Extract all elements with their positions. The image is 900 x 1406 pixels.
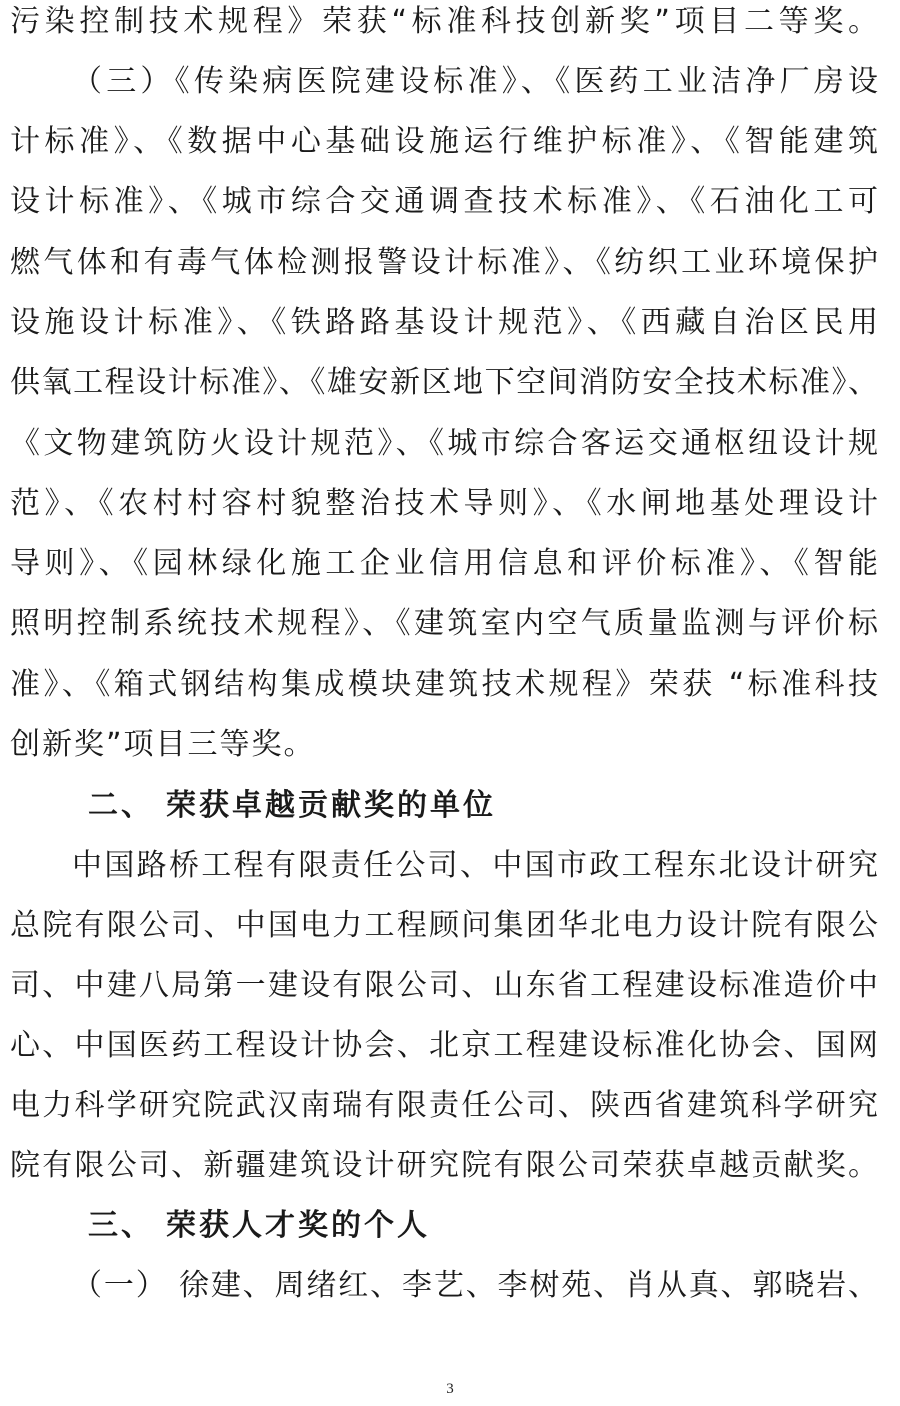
paragraph-line: 供氧工程设计标准》、《雄安新区地下空间消防安全技术标准》、 [10,365,878,400]
paragraph-line: 司、中建八局第一建设有限公司、山东省工程建设标准造价中 [10,968,878,1003]
paragraph-line: 燃气体和有毒气体检测报警设计标准》、《纺织工业环境保护 [10,245,878,280]
section-number: 二、 [88,788,154,823]
paragraph-line: （三）《传染病医院建设标准》、《医药工业洁净厂房设 [72,64,878,99]
paragraph-line: 计标准》、《数据中心基础设施运行维护标准》、《智能建筑 [10,124,878,159]
section-number: 三、 [88,1208,154,1243]
paragraph-line: （一） 徐建、周绪红、李艺、李树苑、肖从真、郭晓岩、 [72,1268,878,1303]
page-number: 3 [446,1381,454,1397]
paragraph-line: 污染控制技术规程》荣获“标准科技创新奖”项目二等奖。 [10,4,878,39]
paragraph-line: 设施设计标准》、《铁路路基设计规范》、《西藏自治区民用 [10,305,878,340]
paragraph-line: 心、中国医药工程设计协会、北京工程建设标准化协会、国网 [10,1028,878,1063]
paragraph-line: 照明控制系统技术规程》、《建筑室内空气质量监测与评价标 [10,606,878,641]
paragraph-line: 导则》、《园林绿化施工企业信用信息和评价标准》、《智能 [10,546,878,581]
paragraph-line: 创新奖”项目三等奖。 [10,727,316,762]
section-title: 荣获卓越贡献奖的单位 [166,788,496,823]
paragraph-line: 中国路桥工程有限责任公司、中国市政工程东北设计研究 [72,848,878,883]
paragraph-line: 范》、《农村村容村貌整治技术导则》、《水闸地基处理设计 [10,486,878,521]
paragraph-line: 总院有限公司、中国电力工程顾问集团华北电力设计院有限公 [10,908,878,943]
section-title: 荣获人才奖的个人 [166,1208,430,1243]
paragraph-line: 电力科学研究院武汉南瑞有限责任公司、陕西省建筑科学研究 [10,1088,878,1123]
section-heading [88,1200,430,1252]
section-heading [88,780,496,832]
paragraph-line: 《文物建筑防火设计规范》、《城市综合客运交通枢纽设计规 [10,426,878,461]
paragraph-line: 院有限公司、新疆建筑设计研究院有限公司荣获卓越贡献奖。 [10,1148,878,1183]
paragraph-line: 准》、《箱式钢结构集成模块建筑技术规程》荣获 “标准科技 [10,667,878,702]
paragraph-line: 设计标准》、《城市综合交通调查技术标准》、《石油化工可 [10,184,878,219]
